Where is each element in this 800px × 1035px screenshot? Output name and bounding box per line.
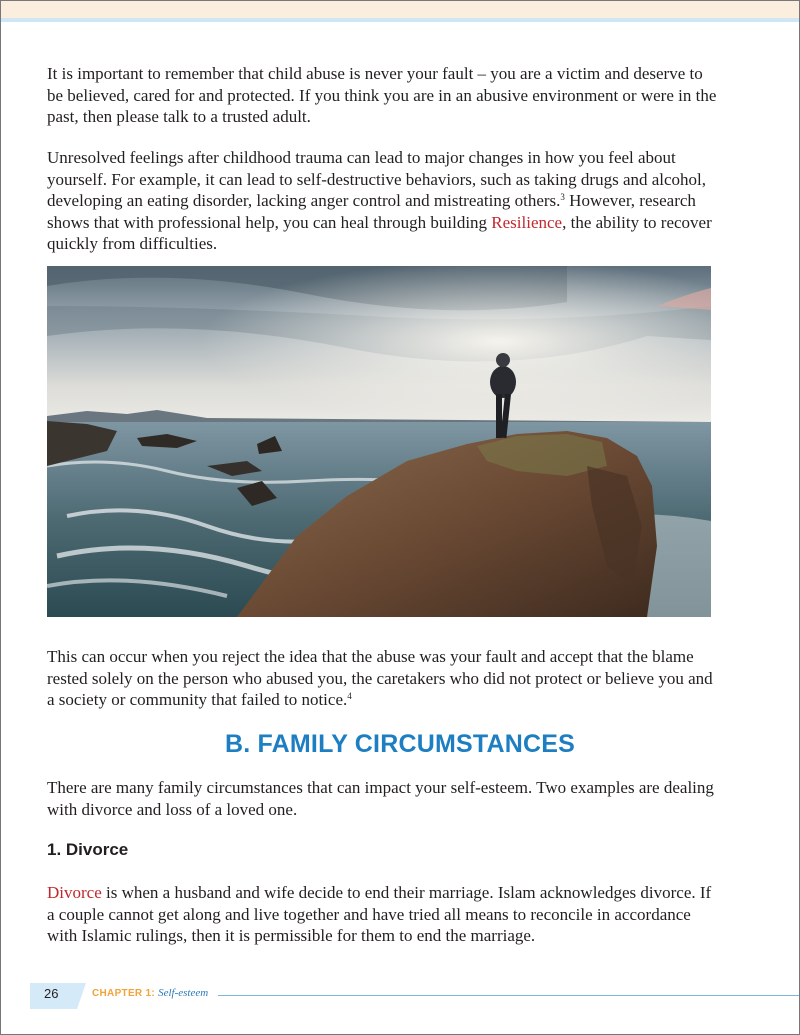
paragraph-child-abuse [47,63,717,128]
top-accent-line [0,18,800,22]
paragraph-text: This can occur when you reject the idea that the abuse was your fault and accept that the blame rested solely on the person who abused you, the caretakers who did not protect or believe you and a society or community that failed to notice. [47,647,713,709]
paragraph-text: , the ability to recover quickly from difficulties. [47,212,712,253]
paragraph-text: There are many family circumstances that can impact your self-esteem. Two examples are dealing with divorce and loss of a loved one. [47,778,714,819]
footnote-ref: 4 [347,691,352,701]
chapter-label: CHAPTER 1: [92,988,156,999]
glossary-term-resilience: Resilience [491,212,563,232]
section-heading: B. FAMILY CIRCUMSTANCES [225,730,575,758]
glossary-term-divorce: Divorce [47,883,102,902]
footer-rule [218,995,800,996]
paragraph-text: Unresolved feelings after childhood trauma can lead to major changes in how you feel about yourself. For example, it can lead to self-destructive behaviors, such as taking drugs and alcohol, developing an eating disorder, lacking anger control and mistreating others. [47,148,707,210]
chapter-title: Self-esteem [158,987,209,999]
paragraph-text: However, research shows that with professional help, you can heal through building [47,191,696,232]
paragraph-divorce [47,882,717,947]
paragraph-text: It is important to remember that child abuse is never your fault – you are a victim and deserve to be believed, cared for and protected. If you think you are in an abusive environment or were in the past, then please talk to a trusted adult. [47,64,717,126]
paragraph-family-circumstances [47,777,717,820]
sub-heading-divorce: 1. Divorce [47,840,129,859]
paragraph-blame [47,646,717,711]
top-decorative-band [0,0,800,18]
cliff-photo [47,266,711,617]
footnote-ref: 3 [560,192,565,202]
paragraph-text: is when a husband and wife decide to end their marriage. Islam acknowledges divorce. If a couple cannot get along and live together and have tried all means to reconcile in accordance with Islamic rulings, then it is permissible for them to end the marriage. [47,883,712,945]
footer-chapter [92,987,208,999]
paragraph-trauma-resilience [47,147,717,255]
page-number: 26 [44,986,59,1001]
